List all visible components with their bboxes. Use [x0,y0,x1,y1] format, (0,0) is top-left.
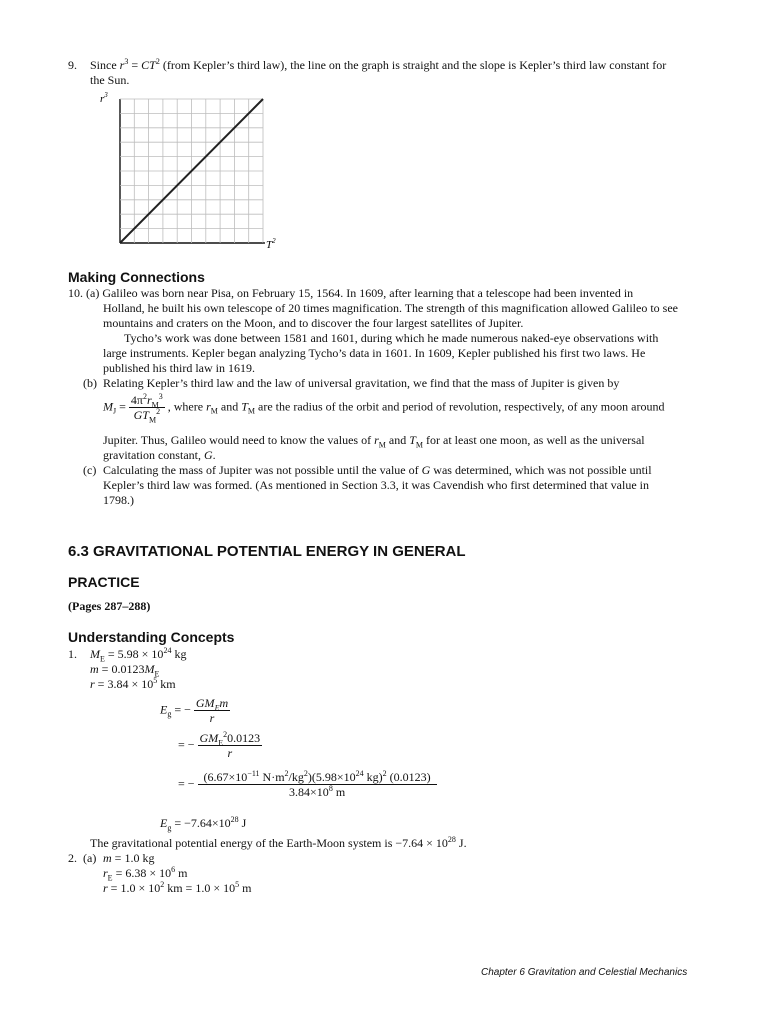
q10b-line-3: Jupiter. Thus, Galileo would need to know the values of $r_M$ and $T_M$ for at least one moon, as well as the universal [103,433,645,450]
q10c-label: (c) [83,463,97,477]
q10b-label: (b) [83,376,97,390]
q10c-line-1: Calculating the mass of Jupiter was not possible until the value of G was determined, which was not possible until [103,463,652,477]
q2-given-earth-radius: $r_E = 6.38 \times 10^6$ m [103,865,188,883]
q10a-line-4: Tycho’s work was done between 1581 and 1601, during which he made numerous naked-eye observations with [124,331,659,345]
q1-equation-1: $E_g$ = − $\frac{GM_Em}{r}$ [160,696,229,725]
pages-reference: (Pages 287–288) [68,599,151,613]
q10a-line-1: 10. (a) Galileo was born near Pisa, on February 15, 1564. In 1609, after learning that a telescope had been invented in [68,286,634,300]
graph-grid [120,99,265,243]
q10b-line-4: gravitation constant, G. [103,448,216,462]
q10c-line-3: 1798.) [103,493,134,507]
q10a-line-2: Holland, he built his own telescope of 20 times magnification. The strength of this magnification allowed Galileo to see [103,301,678,315]
q10b-line-1: Relating Kepler’s third law and the law of universal gravitation, we find that the mass of Jupiter is given by [103,376,620,390]
q10a-line-5: large instruments. Kepler began analyzing Tycho’s data in 1601. In 1609, Kepler published his first two laws. He [103,346,646,360]
graph-x-label: $T^2$ [266,237,276,251]
q2-given-altitude: $r = 1.0 \times 10^2$ km = $1.0 \times 10^5$ m [103,880,252,895]
practice-heading: PRACTICE [68,574,140,590]
q9-text-line-1: Since $r^3 = CT^2$ (from Kepler’s third law), the line on the graph is straight and the slope is Kepler’s third law constant for [90,57,667,72]
q10a-line-3: mountains and craters on the Moon, and to discover the four largest satellites of Jupiter. [103,316,524,330]
q1-conclusion: The gravitational potential energy of the Earth-Moon system is $-7.64 \times 10^{28}$ J. [90,835,467,850]
kepler-graph [96,88,286,253]
q1-equation-2: = − $\frac{GM_E^20.0123}{r}$ [175,730,261,760]
q1-equation-3: = − $\frac{(6.67\times 10^{-11} N\cdot m^2/kg^2)(5.98\times 10^{24} kg)^2 (0.0123)}{3.84\times 10^8 m}$ [160,770,437,799]
q10a-line-6: published his third law in 1619. [103,361,255,375]
q10c-line-2: Kepler’s third law was formed. (As mentioned in Section 3.3, it was Cavendish who first determined that value in [103,478,649,492]
q2-number: 2. [68,851,77,865]
understanding-concepts-heading: Understanding Concepts [68,629,235,645]
mass-fraction: $\frac{4\pi^2r_M^3}{GT_M^2}$ [130,392,163,425]
section-title: 6.3 GRAVITATIONAL POTENTIAL ENERGY IN GENERAL [68,543,466,560]
q2-part-a-label: (a) [83,851,97,865]
graph-y-label: $r^3$ [100,91,108,105]
q10b-equation: $M_J$ = $\frac{4\pi^2r_M^3}{GT_M^2}$ , where $r_M$ and $T_M$ are the radius of the orbit and period of revolution, respectively, of any moon around [103,392,665,425]
page-footer: Chapter 6 Gravitation and Celestial Mechanics [481,967,688,978]
q1-number: 1. [68,647,77,661]
q1-given-radius: $r = 3.84 \times 10^5$ km [90,676,176,691]
q1-given-mass-earth: $M_E = 5.98 \times 10^{24}$ kg [90,646,187,664]
q9-text-line-2: the Sun. [90,73,130,87]
q1-given-mass-moon: $m = 0.0123M_E$ [90,662,160,679]
q9-number: 9. [68,58,77,72]
q1-equation-4: $E_g = -7.64\times 10^{28}$ J [160,815,247,833]
making-connections-heading: Making Connections [68,269,205,285]
q2-given-mass: m = 1.0 kg [103,851,155,865]
